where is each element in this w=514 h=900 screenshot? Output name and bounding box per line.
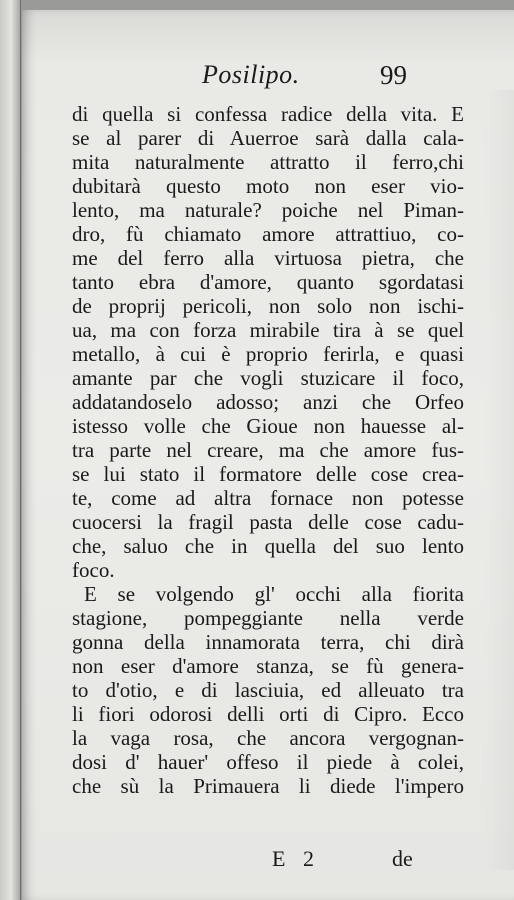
text-line: li fiori odorosi delli orti di Cipro. Ecco <box>72 702 464 726</box>
text-line: me del ferro alla virtuosa pietra, che <box>72 246 464 270</box>
text-line: dubitarà questo moto non eser vio- <box>72 174 464 198</box>
text-line: E se volgendo gl' occhi alla fiorita <box>84 582 464 606</box>
text-line: stagione, pompeggiante nella verde <box>72 606 464 630</box>
text-line: mita naturalmente attratto il ferro,chi <box>72 150 464 174</box>
running-head: Posilipo. <box>202 60 300 89</box>
text-line: amante par che vogli stuzicare il foco, <box>72 366 464 390</box>
text-line: metallo, à cui è proprio ferirla, e quasi <box>72 342 464 366</box>
page <box>22 10 514 900</box>
text-line: istesso volle che Gioue non hauesse al- <box>72 414 464 438</box>
text-line: se lui stato il formatore delle cose crea- <box>72 462 464 486</box>
text-line: to d'otio, e di lasciuia, ed alleuato tra <box>72 678 464 702</box>
text-line: lento, ma naturale? poiche nel Piman- <box>72 198 464 222</box>
text-line: tanto ebra d'amore, quanto sgordatasi <box>72 270 464 294</box>
page-number: 99 <box>380 60 407 90</box>
signature-mark: E 2 <box>272 846 320 871</box>
text-line: te, come ad altra fornace non potesse <box>72 486 464 510</box>
page-edge-shading <box>484 90 514 870</box>
text-line: non eser d'amore stanza, se fù genera- <box>72 654 464 678</box>
text-line: de proprij pericoli, non solo non ischi- <box>72 294 464 318</box>
text-line: cuocersi la fragil pasta delle cose cadu- <box>72 510 464 534</box>
text-line: dro, fù chiamato amore attrattiuo, co- <box>72 222 464 246</box>
text-line: addatandoselo adosso; anzi che Orfeo <box>72 390 464 414</box>
text-line: la vaga rosa, che ancora vergognan- <box>72 726 464 750</box>
text-line: di quella si confessa radice della vita. E <box>72 102 464 126</box>
text-line: ua, ma con forza mirabile tira à se quel <box>72 318 464 342</box>
text-line: se al parer di Auerroe sarà dalla cala- <box>72 126 464 150</box>
text-line: che, saluo che in quella del suo lento <box>72 534 464 558</box>
book-gutter <box>0 0 21 900</box>
text-line: foco. <box>72 558 115 582</box>
text-line: che sù la Primauera li diede l'impero <box>72 774 464 798</box>
text-line: dosi d' hauer' offeso il piede à colei, <box>72 750 464 774</box>
text-line: tra parte nel creare, ma che amore fus- <box>72 438 464 462</box>
page-footer <box>22 846 514 876</box>
body-text <box>72 102 464 798</box>
page-header <box>22 60 514 100</box>
catchword: de <box>392 846 413 871</box>
text-line: gonna della innamorata terra, chi dirà <box>72 630 464 654</box>
